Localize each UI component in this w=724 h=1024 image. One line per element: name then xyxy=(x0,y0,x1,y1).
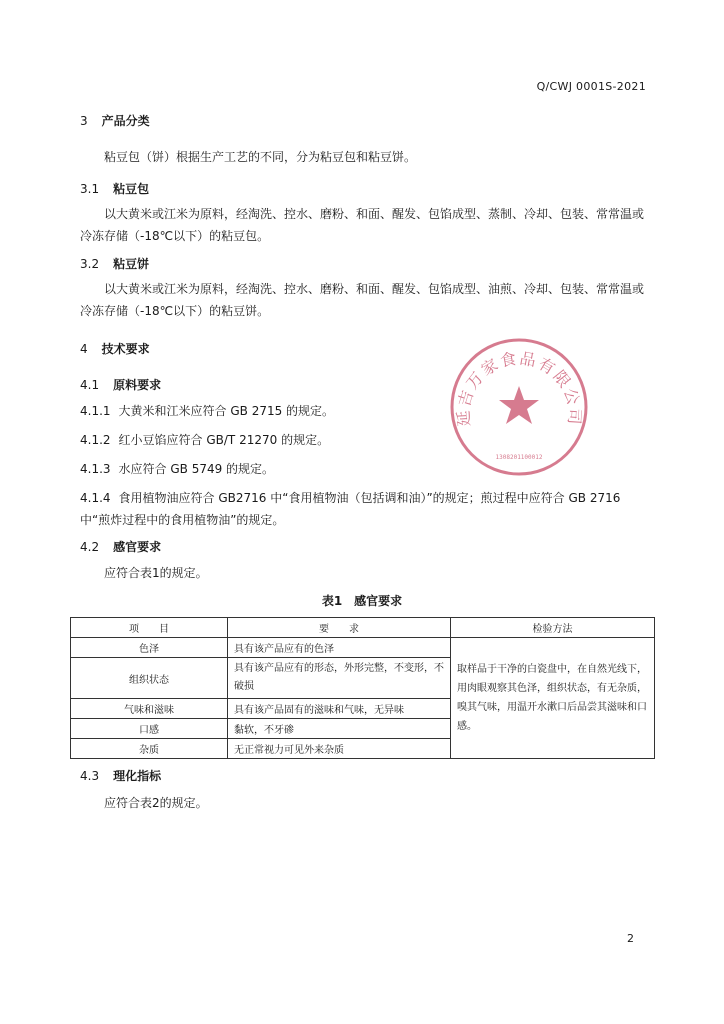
section-title: 原料要求 xyxy=(113,378,162,392)
section-4-1-3 xyxy=(80,458,274,480)
section-3-intro: 粘豆包（饼）根据生产工艺的不同，分为粘豆包和粘豆饼。 xyxy=(104,150,417,164)
section-number: 4.3 xyxy=(80,769,100,783)
section-4-3-heading xyxy=(80,767,161,784)
clause-text: 大黄米和江米应符合 GB 2715 的规定。 xyxy=(118,404,335,418)
table-cell-item: 口感 xyxy=(71,719,228,739)
page-number: 2 xyxy=(627,932,634,945)
section-4-3-text: 应符合表2的规定。 xyxy=(104,796,208,810)
clause-number: 4.1.1 xyxy=(80,404,111,418)
clause-number: 4.1.2 xyxy=(80,433,111,447)
section-title: 技术要求 xyxy=(101,342,150,356)
table-cell-requirement: 无正常视力可见外来杂质 xyxy=(228,739,451,759)
section-number: 4 xyxy=(80,342,88,356)
section-title: 感官要求 xyxy=(113,540,162,554)
section-number: 4.2 xyxy=(80,540,100,554)
clause-number: 4.1.4 xyxy=(80,491,111,505)
table-header-cell: 检验方法 xyxy=(451,618,655,638)
section-number: 3 xyxy=(80,114,88,128)
table-cell-requirement: 具有该产品固有的滋味和气味，无异味 xyxy=(228,699,451,719)
table-caption: 表1 感官要求 xyxy=(321,594,403,608)
section-3-1-text: 以大黄米或江米为原料，经淘洗、控水、磨粉、和面、醒发、包馅成型、蒸制、冷却、包装、常常温或冷冻存储（-18℃以下）的粘豆包。 xyxy=(80,207,645,243)
section-number: 3.1 xyxy=(80,182,100,196)
table-header-cell: 要 求 xyxy=(228,618,451,638)
table-header-cell: 项 目 xyxy=(71,618,228,638)
table-cell-item: 色泽 xyxy=(71,638,228,658)
table-row xyxy=(71,638,655,658)
clause-number: 4.1.3 xyxy=(80,462,111,476)
section-3-2-text: 以大黄米或江米为原料，经淘洗、控水、磨粉、和面、醒发、包馅成型、油煎、冷却、包装、常常温或冷冻存储（-18℃以下）的粘豆饼。 xyxy=(80,282,645,318)
table-cell-requirement: 具有该产品应有的色泽 xyxy=(228,638,451,658)
section-3-1-heading xyxy=(80,180,149,197)
clause-text: 水应符合 GB 5749 的规定。 xyxy=(118,462,275,476)
table-cell-item: 气味和滋味 xyxy=(71,699,228,719)
section-4-1-2 xyxy=(80,429,329,451)
table-cell-item: 组织状态 xyxy=(71,658,228,699)
section-number: 3.2 xyxy=(80,257,100,271)
section-title: 粘豆包 xyxy=(113,182,150,196)
company-seal xyxy=(448,336,590,478)
section-4-1-4 xyxy=(80,487,652,531)
section-4-heading xyxy=(80,340,150,357)
standard-number: Q/CWJ 0001S-2021 xyxy=(536,80,646,93)
table-cell-requirement: 黏软，不牙碜 xyxy=(228,719,451,739)
section-4-1-heading xyxy=(80,376,161,393)
table-cell-method: 取样品于干净的白瓷盘中，在自然光线下，用肉眼观察其色泽，组织状态，有无杂质，嗅其气味，用温开水漱口后品尝其滋味和口感。 xyxy=(451,638,655,759)
sensory-requirements-table xyxy=(70,617,655,759)
section-4-1-1 xyxy=(80,400,334,422)
section-4-2-heading xyxy=(80,538,161,555)
section-number: 4.1 xyxy=(80,378,100,392)
seal-company-name: 延吉万家食品有限公司 xyxy=(453,348,585,427)
table-cell-requirement: 具有该产品应有的形态，外形完整，不变形，不破损 xyxy=(228,658,451,699)
seal-number: 1308201100012 xyxy=(495,454,543,461)
section-title: 粘豆饼 xyxy=(113,257,150,271)
clause-text: 食用植物油应符合 GB2716 中“食用植物油（包括调和油）”的规定；煎过程中应符合 GB 2716 中“煎炸过程中的食用植物油”的规定。 xyxy=(80,491,621,527)
table-cell-item: 杂质 xyxy=(71,739,228,759)
table-header-row xyxy=(71,618,655,638)
clause-text: 红小豆馅应符合 GB/T 21270 的规定。 xyxy=(118,433,330,447)
section-3-2-heading xyxy=(80,255,149,272)
section-3-heading xyxy=(80,112,150,129)
section-title: 产品分类 xyxy=(101,114,150,128)
section-title: 理化指标 xyxy=(113,769,162,783)
section-4-2-text: 应符合表1的规定。 xyxy=(104,566,208,580)
seal-star-icon xyxy=(499,386,539,424)
